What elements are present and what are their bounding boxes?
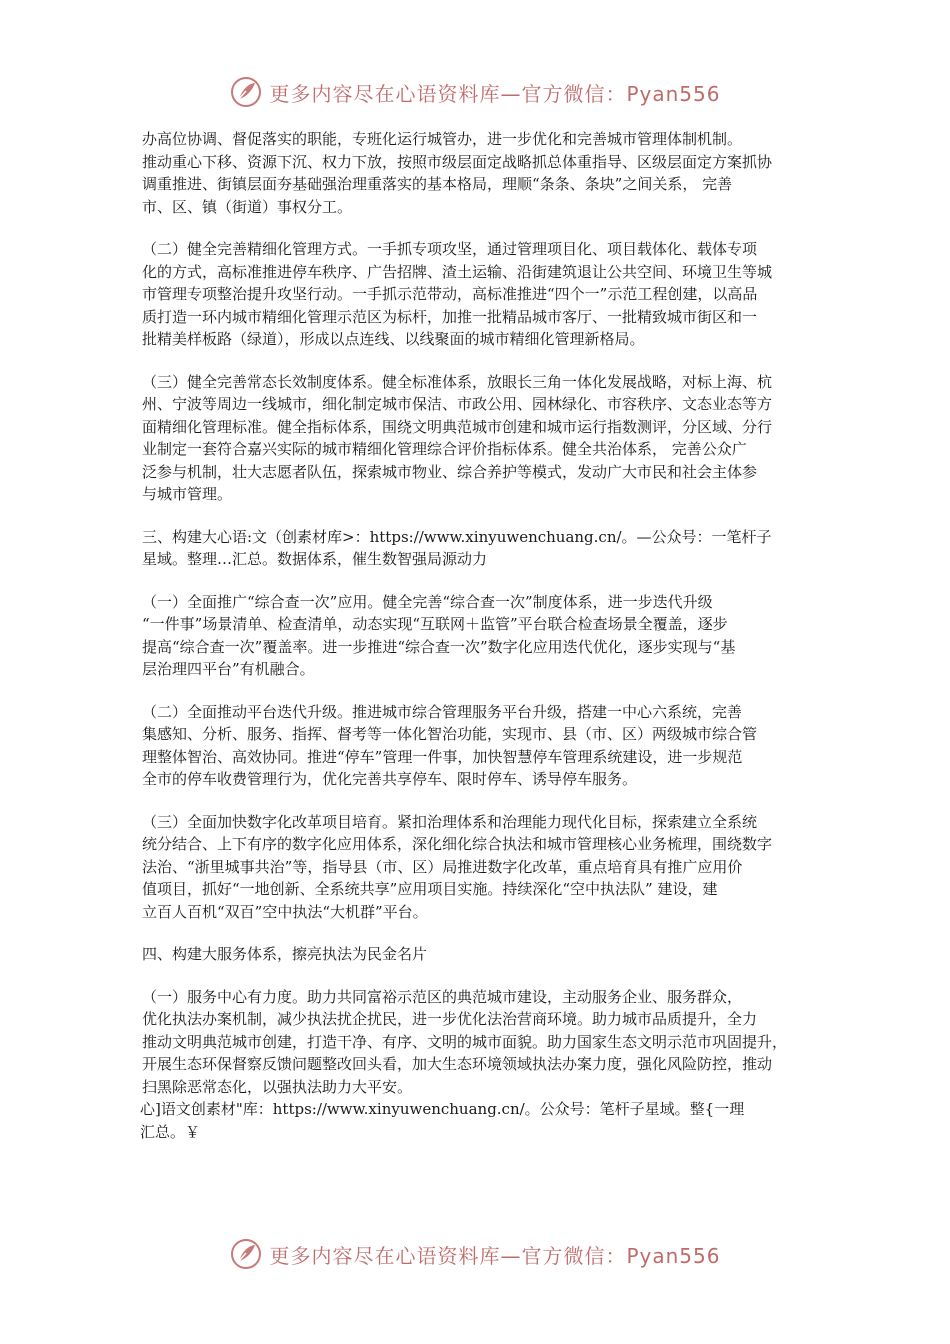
text-line: 批精美样板路（绿道），形成以点连线、以线聚面的城市精细化管理新格局。	[142, 330, 645, 348]
text-line: 办高位协调、督促落实的职能，专班化运行城管办，进一步优化和完善城市管理体制机制。	[142, 130, 743, 148]
paragraph	[142, 371, 814, 506]
footer-banner	[0, 1234, 950, 1274]
paragraph	[142, 591, 814, 681]
paragraph	[142, 238, 814, 351]
text-line: （二）全面推动平台迭代升级。推进城市综合管理服务平台升级，搭建一中心六系统，完善	[142, 702, 743, 721]
text-line: 业制定一套符合嘉兴实际的城市精细化管理综合评价指标体系。健全共治体系， 完善公众广	[142, 440, 747, 458]
text-line: 质打造一环内城市精细化管理示范区为标杆，加推一批精品城市客厅、一批精致城市街区和一	[142, 307, 758, 326]
text-line: 化的方式，高标准推进停车秩序、广告招牌、渣土运输、沿街建筑退让公共空间、环境卫生等城	[142, 262, 773, 281]
text-line: 开展生态环保督察反馈问题整改回头看，加大生态环境领域执法办案力度，强化风险防控，推动	[142, 1055, 773, 1073]
pen-leaf-logo-icon	[229, 1237, 263, 1271]
text-line: （二）健全完善精细化管理方式。一手抓专项攻坚，通过管理项目化、项目载体化、载体专项	[142, 240, 758, 258]
text-line: （三）健全完善常态长效制度体系。健全标准体系，放眼长三角一体化发展战略，对标上海、杭	[142, 372, 773, 391]
banner-text: 更多内容尽在心语资料库—官方微信：Pyan556	[269, 81, 721, 106]
text-line: 推动文明典范城市创建，打造干净、有序、文明的城市面貌。助力国家生态文明示范市巩固提升，	[142, 1032, 788, 1051]
text-line: 四、构建大服务体系，擦亮执法为民金名片	[142, 945, 428, 963]
paragraph	[142, 701, 814, 791]
watermark-line: 汇总。￥	[140, 1122, 201, 1141]
text-line: 调重推进、街镇层面夯基础强治理重落实的基本格局，理顺“条条、条块”之间关系， 完善	[142, 175, 733, 193]
text-line: 统分结合、上下有序的数字化应用体系，深化细化综合执法和城市管理核心业务梳理，围绕数字	[142, 835, 773, 853]
header-banner	[0, 72, 950, 112]
text-line: 泛参与机制，壮大志愿者队伍，探索城市物业、综合养护等模式，发动广大市民和社会主体参	[142, 462, 758, 481]
document-body	[142, 128, 814, 1118]
text-line: 层治理四平台”有机融合。	[142, 660, 315, 678]
text-line: 法治、“浙里城事共治”等，指导县（市、区）局推进数字化改革，重点培育具有推广应用价	[142, 857, 743, 876]
text-line: 市、区、镇（街道）事权分工。	[142, 197, 353, 216]
watermark-line: 心]语文创素材"库：https://www.xinyuwenchuang.cn/。公众号：笔杆子星域。整{一理	[140, 1100, 745, 1118]
paragraph	[142, 526, 814, 571]
text-line: 扫黑除恶常态化，以强执法助力大平安。	[142, 1077, 413, 1096]
text-line: 推动重心下移、资源下沉、权力下放，按照市级层面定战略抓总体重指导、区级层面定方案抓协	[142, 152, 773, 171]
text-line: 理整体智治、高效协同。推进“停车”管理一件事，加快智慧停车管理系统建设，进一步规范	[142, 747, 743, 766]
text-line: “一件事”场景清单、检查清单，动态实现“互联网＋监管”平台联合检查场景全覆盖，逐步	[142, 615, 728, 633]
paragraph	[142, 128, 814, 218]
text-line: （一）服务中心有力度。助力共同富裕示范区的典范城市建设，主动服务企业、服务群众，	[142, 987, 743, 1006]
text-line: 州、宁波等周边一线城市，细化制定城市保洁、市政公用、园林绿化、市容秩序、文态业态等方	[142, 395, 773, 413]
banner-text: 更多内容尽在心语资料库—官方微信：Pyan556	[269, 1243, 721, 1268]
text-line: 提高“综合查一次”覆盖率。进一步推进“综合查一次”数字化应用迭代优化，逐步实现与“基	[142, 637, 736, 656]
text-line: （三）全面加快数字化改革项目培育。紧扣治理体系和治理能力现代化目标，探索建立全系统	[142, 812, 758, 831]
text-line: 三、构建大心语:文（创素材库>：https://www.xinyuwenchuang.cn/。—公众号：一笔杆子	[142, 527, 772, 546]
text-line: 集感知、分析、服务、指挥、督考等一体化智治功能，实现市、县（市、区）两级城市综合管	[142, 725, 758, 743]
watermark-note	[140, 1098, 820, 1143]
text-line: 与城市管理。	[142, 485, 233, 503]
text-line: 市管理专项整治提升攻坚行动。一手抓示范带动，高标准推进“四个一”示范工程创建，以高品	[142, 285, 758, 303]
text-line: 优化执法办案机制，减少执法扰企扰民，进一步优化法治营商环境。助力城市品质提升，全力	[142, 1010, 758, 1028]
paragraph	[142, 811, 814, 924]
paragraph	[142, 943, 814, 966]
text-line: 星域。整理…汇总。数据体系，催生数智强局源动力	[142, 550, 488, 568]
text-line: 立百人百机“双百”空中执法“大机群”平台。	[142, 902, 428, 921]
pen-leaf-logo-icon	[229, 75, 263, 109]
text-line: （一）全面推广“综合查一次”应用。健全完善“综合查一次”制度体系，进一步迭代升级	[142, 592, 713, 611]
text-line: 全市的停车收费管理行为，优化完善共享停车、限时停车、诱导停车服务。	[142, 770, 638, 788]
paragraph	[142, 986, 814, 1099]
text-line: 面精细化管理标准。健全指标体系，围绕文明典范城市创建和城市运行指数测评，分区域、分行	[142, 417, 773, 436]
text-line: 值项目，抓好“一地创新、全系统共享”应用项目实施。持续深化“空中执法队” 建设，建	[142, 880, 718, 898]
